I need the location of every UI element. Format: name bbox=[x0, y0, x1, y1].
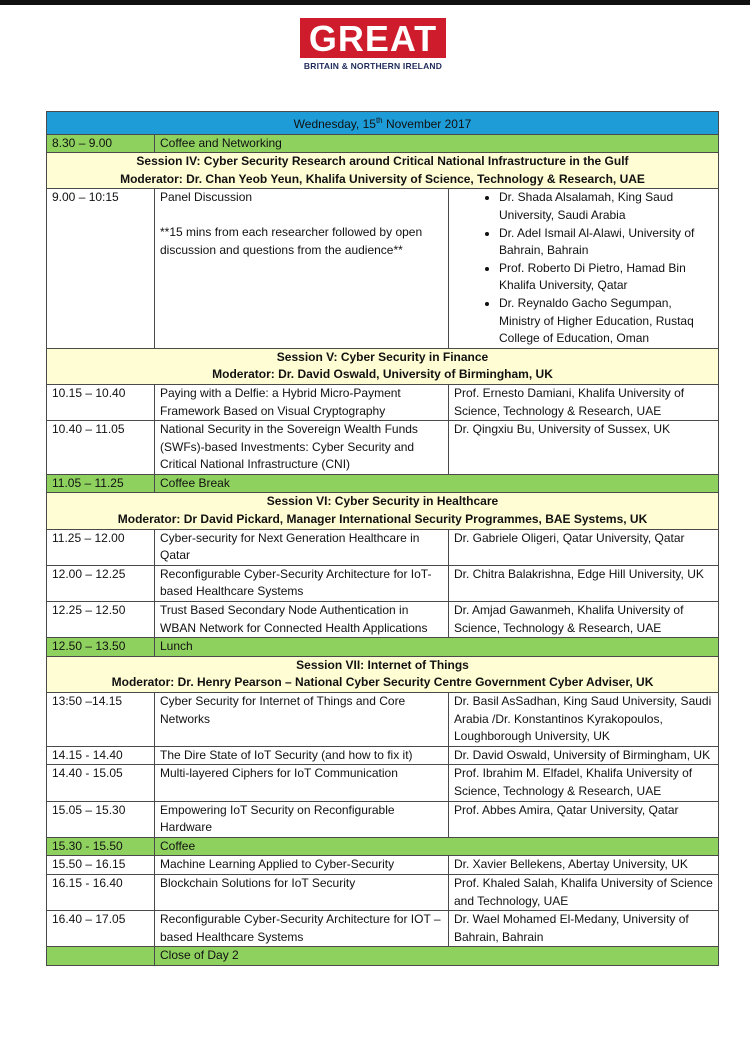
speaker-cell: Dr. Xavier Bellekens, Abertay University, UK bbox=[449, 856, 719, 875]
list-item: • Dr. Reynaldo Gacho Segumpan, Ministry of Higher Education, Rustaq College of Education, Oman bbox=[499, 295, 713, 348]
table-row bbox=[47, 384, 719, 420]
day-header: Wednesday, 15th November 2017 bbox=[47, 112, 719, 135]
time-cell: 12.25 – 12.50 bbox=[47, 602, 155, 638]
time-cell: 15.05 – 15.30 bbox=[47, 801, 155, 837]
speaker-cell: Dr. Basil AsSadhan, King Saud University, Saudi Arabia /Dr. Konstantinos Kyrakopoulos, Loughborough University, UK bbox=[449, 693, 719, 747]
speaker-cell: Dr. Qingxiu Bu, University of Sussex, UK bbox=[449, 421, 719, 475]
title-cell: Coffee and Networking bbox=[155, 134, 719, 153]
list-item: • Dr. Shada Alsalamah, King Saud University, Saudi Arabia bbox=[499, 189, 713, 224]
time-cell: 12.50 – 13.50 bbox=[47, 638, 155, 657]
speaker-cell: Dr. David Oswald, University of Birmingham, UK bbox=[449, 746, 719, 765]
speaker-cell: Prof. Ernesto Damiani, Khalifa University of Science, Technology & Research, UAE bbox=[449, 384, 719, 420]
table-row bbox=[47, 801, 719, 837]
time-cell: 13:50 –14.15 bbox=[47, 693, 155, 747]
session-header-row bbox=[47, 493, 719, 529]
time-cell: 10.40 – 11.05 bbox=[47, 421, 155, 475]
title-cell: Panel Discussion **15 mins from each researcher followed by open discussion and questions from the audience** bbox=[155, 189, 449, 348]
title-cell: Multi-layered Ciphers for IoT Communication bbox=[155, 765, 449, 801]
title-cell: Empowering IoT Security on Reconfigurable Hardware bbox=[155, 801, 449, 837]
session-moderator: Moderator: Dr. David Oswald, University of Birmingham, UK bbox=[212, 367, 553, 382]
break-row bbox=[47, 134, 719, 153]
list-item: • Prof. Roberto Di Pietro, Hamad Bin Khalifa University, Qatar bbox=[499, 260, 713, 295]
title-cell: Blockchain Solutions for IoT Security bbox=[155, 874, 449, 910]
time-cell: 8.30 – 9.00 bbox=[47, 134, 155, 153]
speaker-cell: Dr. Wael Mohamed El-Medany, University of Bahrain, Bahrain bbox=[449, 911, 719, 947]
title-cell: The Dire State of IoT Security (and how to fix it) bbox=[155, 746, 449, 765]
time-cell: 12.00 – 12.25 bbox=[47, 565, 155, 601]
title-cell: Cyber Security for Internet of Things and Core Networks bbox=[155, 693, 449, 747]
time-cell: 10.15 – 10.40 bbox=[47, 384, 155, 420]
speaker-list bbox=[454, 189, 713, 347]
list-item: • Dr. Adel Ismail Al-Alawi, University of Bahrain, Bahrain bbox=[499, 225, 713, 260]
session-header-row bbox=[47, 656, 719, 692]
table-row bbox=[47, 602, 719, 638]
session-moderator: Moderator: Dr David Pickard, Manager International Security Programmes, BAE Systems, UK bbox=[117, 512, 648, 527]
break-row bbox=[47, 837, 719, 856]
top-border bbox=[0, 0, 750, 5]
session-moderator: Moderator: Dr. Henry Pearson – National Cyber Security Centre Government Cyber Adviser, UK bbox=[111, 675, 654, 690]
speaker-cell: Prof. Khaled Salah, Khalifa University of Science and Technology, UAE bbox=[449, 874, 719, 910]
speaker-cell: Dr. Gabriele Oligeri, Qatar University, Qatar bbox=[449, 529, 719, 565]
table-row bbox=[47, 529, 719, 565]
title-cell: National Security in the Sovereign Wealth Funds (SWFs)-based Investments: Cyber Security and Critical National Infrastructure (CNI) bbox=[155, 421, 449, 475]
session-header-row bbox=[47, 153, 719, 189]
title-cell: Trust Based Secondary Node Authentication in WBAN Network for Connected Health Applications bbox=[155, 602, 449, 638]
title-cell: Machine Learning Applied to Cyber-Security bbox=[155, 856, 449, 875]
time-cell: 14.15 - 14.40 bbox=[47, 746, 155, 765]
table-row bbox=[47, 874, 719, 910]
break-row bbox=[47, 638, 719, 657]
great-logo bbox=[300, 18, 446, 71]
time-cell: 11.25 – 12.00 bbox=[47, 529, 155, 565]
panel-row bbox=[47, 189, 719, 348]
title-cell: Cyber-security for Next Generation Healthcare in Qatar bbox=[155, 529, 449, 565]
table-row bbox=[47, 693, 719, 747]
time-cell: 15.30 - 15.50 bbox=[47, 837, 155, 856]
title-cell: Lunch bbox=[155, 638, 719, 657]
time-cell: 16.40 – 17.05 bbox=[47, 911, 155, 947]
break-row bbox=[47, 474, 719, 493]
title-cell: Close of Day 2 bbox=[155, 947, 719, 966]
session-title: Session VII: Internet of Things Moderator: Dr. Henry Pearson – National Cyber Security Centre Government Cyber Adviser, UK bbox=[47, 656, 719, 692]
time-cell: 11.05 – 11.25 bbox=[47, 474, 155, 493]
time-cell: 15.50 – 16.15 bbox=[47, 856, 155, 875]
time-cell: 14.40 - 15.05 bbox=[47, 765, 155, 801]
day-header-row bbox=[47, 112, 719, 135]
speaker-cell: Dr. Chitra Balakrishna, Edge Hill University, UK bbox=[449, 565, 719, 601]
speaker-cell: Dr. Amjad Gawanmeh, Khalifa University of Science, Technology & Research, UAE bbox=[449, 602, 719, 638]
session-header-row bbox=[47, 348, 719, 384]
title-cell: Coffee bbox=[155, 837, 719, 856]
table-row bbox=[47, 421, 719, 475]
speaker-cell: Prof. Ibrahim M. Elfadel, Khalifa University of Science, Technology & Research, UAE bbox=[449, 765, 719, 801]
title-cell: Reconfigurable Cyber-Security Architecture for IoT-based Healthcare Systems bbox=[155, 565, 449, 601]
break-row bbox=[47, 947, 719, 966]
speaker-cell bbox=[449, 189, 719, 348]
title-cell: Reconfigurable Cyber-Security Architecture for IOT –based Healthcare Systems bbox=[155, 911, 449, 947]
title-cell: Paying with a Delfie: a Hybrid Micro-Payment Framework Based on Visual Cryptography bbox=[155, 384, 449, 420]
speaker-cell: Prof. Abbes Amira, Qatar University, Qatar bbox=[449, 801, 719, 837]
session-title: Session V: Cyber Security in Finance Moderator: Dr. David Oswald, University of Birmingham, UK bbox=[47, 348, 719, 384]
time-cell bbox=[47, 947, 155, 966]
table-row bbox=[47, 746, 719, 765]
table-row bbox=[47, 565, 719, 601]
logo-wordmark: GREAT bbox=[300, 18, 446, 58]
title-cell: Coffee Break bbox=[155, 474, 719, 493]
logo-subtitle: BRITAIN & NORTHERN IRELAND bbox=[303, 61, 443, 71]
session-title: Session VI: Cyber Security in Healthcare Moderator: Dr David Pickard, Manager International Security Programmes, BAE Systems, UK bbox=[47, 493, 719, 529]
panel-note: **15 mins from each researcher followed by open discussion and questions from the audience** bbox=[160, 224, 423, 257]
table-row bbox=[47, 856, 719, 875]
table-row bbox=[47, 765, 719, 801]
schedule-table bbox=[46, 111, 719, 966]
table-row bbox=[47, 911, 719, 947]
session-moderator: Moderator: Dr. Chan Yeob Yeun, Khalifa University of Science, Technology & Research, UAE bbox=[120, 171, 645, 186]
time-cell: 9.00 – 10:15 bbox=[47, 189, 155, 348]
session-title: Session IV: Cyber Security Research around Critical National Infrastructure in the Gulf Moderator: Dr. Chan Yeob Yeun, Khalifa University of Science, Technology & Research, UAE bbox=[47, 153, 719, 189]
time-cell: 16.15 - 16.40 bbox=[47, 874, 155, 910]
